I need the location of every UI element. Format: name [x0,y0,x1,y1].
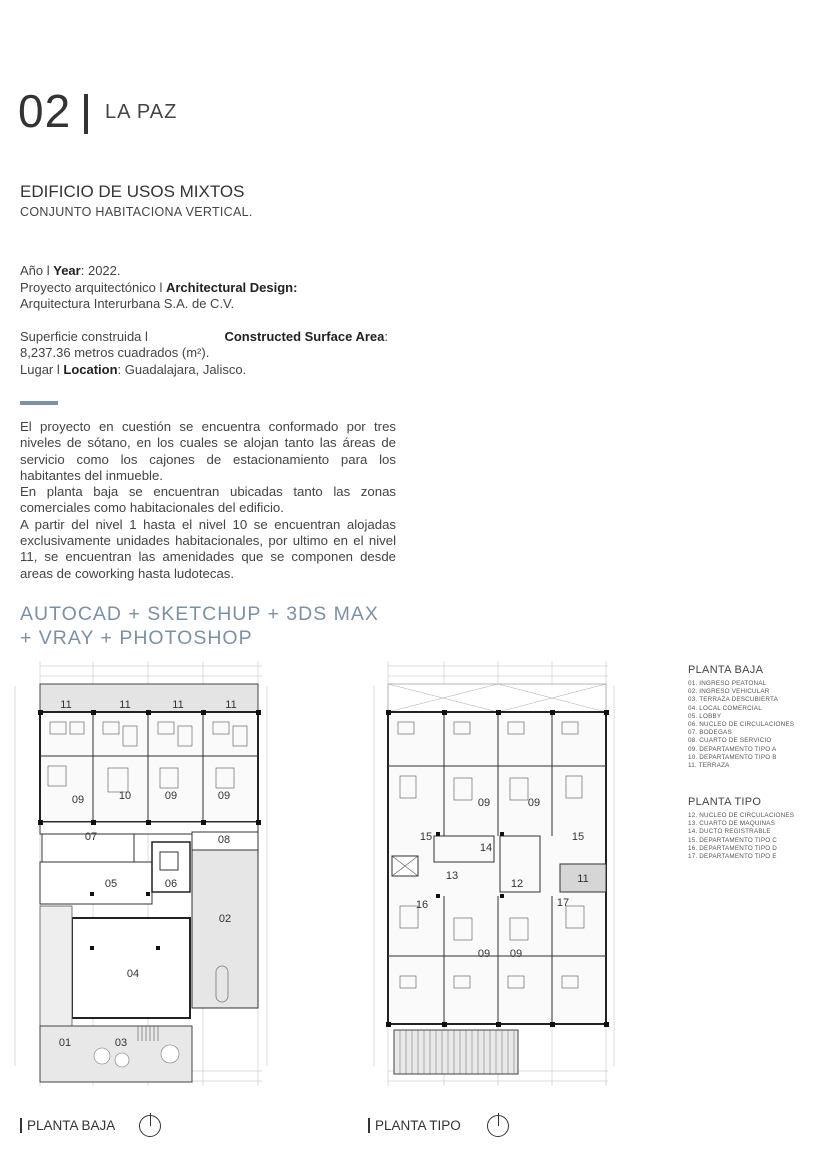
legend-item: 12. NUCLEO DE CIRCULACIONES [688,812,795,819]
room-label: 02 [218,913,232,925]
description-paragraph: A partir del nivel 1 hasta el nivel 10 se encuentran alojadas exclusivamente unidades habitacionales, por ultimo en el nivel 11, se encuentran las amenidades que se componen desde areas de coworking hasta ludotecas. [20,516,396,581]
room-label: 14 [479,842,493,854]
room-label: 05 [104,878,118,890]
room-label: 12 [510,878,524,890]
room-label: 08 [217,834,231,846]
legend-item: 03. TERRAZA DESCUBIERTA [688,696,778,704]
room-label: 15 [419,831,433,843]
room-label: 11 [577,873,589,885]
project-description [20,419,396,582]
info-surface-value: 8,237.36 metros cuadrados (m²). [20,345,210,360]
info-year: Año l Year: 2022. [20,263,121,278]
room-label: 09 [509,948,523,960]
room-label: 11 [225,699,237,711]
legend-item: 17. DEPARTAMENTO TIPO E [688,853,777,861]
north-compass-icon [139,1115,161,1137]
description-paragraph: El proyecto en cuestión se encuentra conformado por tres niveles de sótano, en los cuales se alojan tanto las áreas de servicio como los cajones de estacionamiento para los habitantes del inmueble. [20,419,396,483]
legend-item: 10. DEPARTAMENTO TIPO B [688,753,777,761]
room-label: 07 [84,831,98,843]
project-place: LA PAZ [105,101,178,123]
room-label: 11 [60,699,72,711]
room-label: 09 [527,797,541,809]
room-label: 03 [114,1037,128,1049]
accent-bar [20,401,58,405]
room-label: 16 [415,899,429,911]
project-title: EDIFICIO DE USOS MIXTOS [20,182,245,201]
room-label: 11 [119,699,131,711]
legend-item: 11. TERRAZA [688,762,730,770]
room-label: 06 [164,878,178,890]
project-subtitle: CONJUNTO HABITACIONA VERTICAL. [20,205,253,219]
info-design: Proyecto arquitectónico l Architectural Design: [20,280,298,295]
legend-item: 09. DEPARTAMENTO TIPO A [688,745,777,753]
room-label: 11 [172,699,184,711]
legend-title: PLANTA BAJA [688,664,764,676]
room-label: 10 [118,790,132,802]
legend-list [688,812,794,861]
software-line: AUTOCAD + SKETCHUP + 3DS MAX [20,603,379,625]
description-paragraph: En planta baja se encuentran ubicadas tanto las zonas comerciales como habitacionales del edificio. [20,484,396,516]
room-label: 09 [477,948,491,960]
legend-item: 13. CUARTO DE MAQUINAS [688,820,776,828]
legend-item: 02. INGRESO VEHICULAR [688,688,770,696]
info-location: Lugar l Location: Guadalajara, Jalisco. [20,362,247,377]
info-design-value: Arquitectura Interurbana S.A. de C.V. [20,296,235,311]
project-number: 02 [18,85,72,137]
legend-baja [688,664,794,770]
legend-item: 01. INGRESO PEATONAL [688,680,767,687]
legend-item: 06. NUCLEO DE CIRCULACIONES [688,721,795,729]
legend-item: 16. DEPARTAMENTO TIPO D [688,844,778,852]
plan-label-tipo: PLANTA TIPO [368,1118,461,1133]
legend-item: 15. DEPARTAMENTO TIPO C [688,836,778,844]
legend-tipo [688,796,794,861]
room-label: 09 [71,794,85,806]
software-list [20,602,379,650]
legend-title: PLANTA TIPO [688,796,762,808]
legend-item: 04. LOCAL COMERCIAL [688,704,762,712]
legend-list [688,680,794,770]
room-label: 15 [571,831,585,843]
room-label: 09 [217,790,231,802]
room-label: 09 [477,797,491,809]
software-line: + VRAY + PHOTOSHOP [20,627,253,649]
legend-item: 08. CUARTO DE SERVICIO [688,737,772,745]
north-compass-icon [487,1115,509,1137]
legend-item: 07. BODEGAS [688,729,732,737]
info-surface: Superficie construida l Constructed Surface Area: [20,329,388,344]
room-label: 09 [164,790,178,802]
room-label: 04 [126,968,140,980]
plan-label-baja: PLANTA BAJA [20,1118,115,1133]
room-label: 01 [58,1037,72,1049]
legend-item: 14. DUCTO REGISTRABLE [688,828,771,836]
legend-item: 05. LOBBY [688,712,722,720]
room-label: 13 [445,870,459,882]
floor-plan-baja [10,656,272,1092]
floor-plan-tipo [370,656,620,1092]
room-label: 17 [556,897,570,909]
header-divider [84,94,88,134]
